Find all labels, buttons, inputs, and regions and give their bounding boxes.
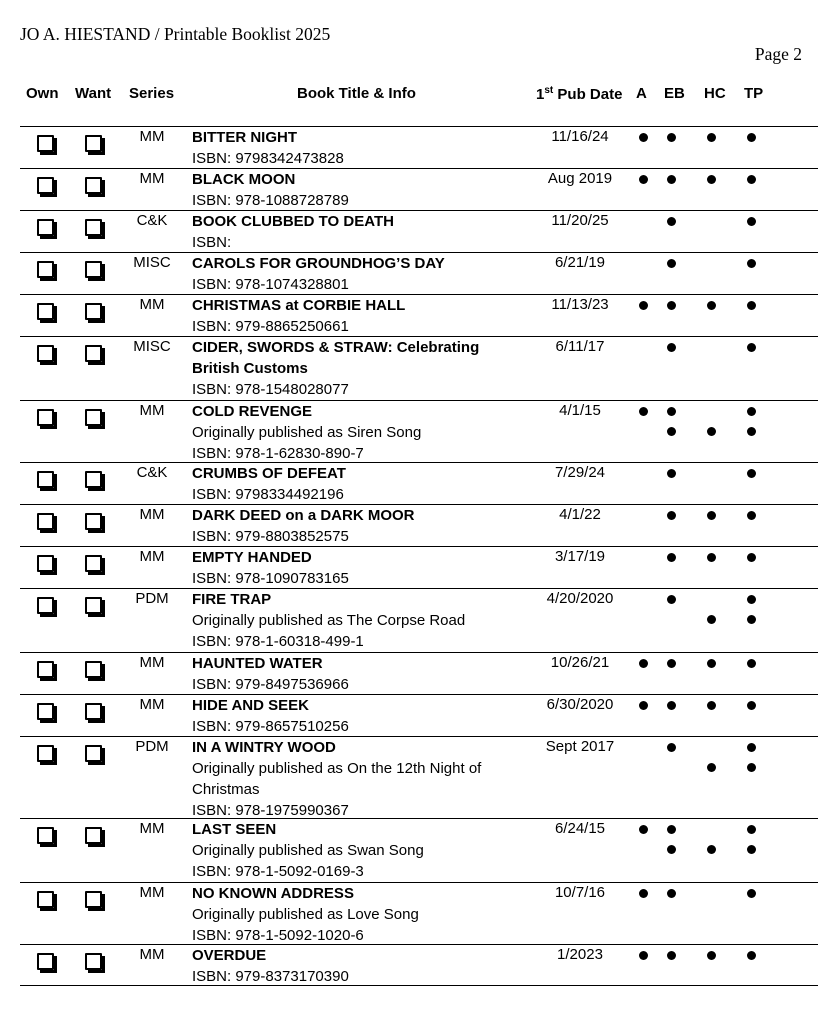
pub-date: 6/11/17	[555, 338, 605, 355]
format-dot-eb	[667, 133, 676, 142]
book-title: BOOK CLUBBED TO DEATH	[192, 213, 394, 230]
col-own: Own	[26, 85, 59, 102]
col-series: Series	[129, 85, 175, 102]
format-dot-tp	[747, 427, 756, 436]
book-title: HAUNTED WATER	[192, 655, 323, 672]
book-title: HIDE AND SEEK	[192, 697, 309, 714]
format-dot-eb	[667, 469, 676, 478]
format-dot-hc	[707, 553, 716, 562]
own-checkbox[interactable]	[37, 303, 54, 320]
book-row	[20, 168, 818, 210]
book-info	[192, 589, 522, 652]
format-dot-eb	[667, 511, 676, 520]
book-info	[192, 401, 522, 464]
col-want: Want	[75, 85, 112, 102]
pub-date: 3/17/19	[554, 548, 606, 565]
format-dot-tp	[747, 511, 756, 520]
book-note: Originally published as Swan Song	[192, 842, 424, 859]
format-dot-eb	[667, 301, 676, 310]
format-dot-eb	[667, 701, 676, 710]
book-row	[20, 336, 818, 400]
series-code: MM	[139, 128, 165, 145]
own-checkbox[interactable]	[37, 261, 54, 278]
book-row	[20, 818, 818, 882]
own-checkbox[interactable]	[37, 345, 54, 362]
book-row	[20, 652, 818, 694]
format-dot-tp	[747, 763, 756, 772]
book-isbn: ISBN: 9798342473828	[192, 150, 344, 167]
pub-date: 7/29/24	[554, 464, 606, 481]
want-checkbox[interactable]	[85, 953, 102, 970]
book-title: NO KNOWN ADDRESS	[192, 885, 354, 902]
book-isbn: ISBN: 979-8657510256	[192, 718, 349, 735]
format-dot-hc	[707, 511, 716, 520]
book-info	[192, 253, 522, 295]
book-isbn: ISBN: 979-8865250661	[192, 318, 349, 335]
book-title: EMPTY HANDED	[192, 549, 312, 566]
own-checkbox[interactable]	[37, 219, 54, 236]
format-dot-a	[639, 701, 648, 710]
own-checkbox[interactable]	[37, 661, 54, 678]
book-isbn: ISBN: 9798334492196	[192, 486, 344, 503]
book-info	[192, 127, 522, 169]
pub-date: 11/20/25	[551, 212, 609, 229]
pub-date: 6/24/15	[554, 820, 606, 837]
series-code: MM	[139, 170, 165, 187]
format-dot-eb	[667, 217, 676, 226]
format-dot-tp	[747, 889, 756, 898]
want-checkbox[interactable]	[85, 891, 102, 908]
book-isbn: ISBN: 978-1074328801	[192, 276, 349, 293]
format-dot-eb	[667, 743, 676, 752]
own-checkbox[interactable]	[37, 597, 54, 614]
format-dot-tp	[747, 553, 756, 562]
book-row	[20, 252, 818, 294]
document-header: JO A. HIESTAND / Printable Booklist 2025	[20, 24, 331, 44]
format-dot-tp	[747, 659, 756, 668]
pub-date: 1/2023	[557, 946, 603, 963]
format-dot-hc	[707, 845, 716, 854]
format-dot-eb	[667, 427, 676, 436]
format-dot-eb	[667, 889, 676, 898]
book-info	[192, 695, 522, 737]
book-isbn: ISBN: 978-1-5092-1020-6	[192, 927, 364, 944]
pub-date: 11/16/24	[551, 128, 609, 145]
format-dot-eb	[667, 259, 676, 268]
col-a: A	[636, 85, 647, 102]
format-dot-hc	[707, 133, 716, 142]
format-dot-tp	[747, 701, 756, 710]
want-checkbox[interactable]	[85, 261, 102, 278]
book-info	[192, 945, 522, 987]
own-checkbox[interactable]	[37, 513, 54, 530]
format-dot-hc	[707, 951, 716, 960]
book-title: DARK DEED on a DARK MOOR	[192, 507, 415, 524]
pub-date: Sept 2017	[545, 738, 615, 755]
format-dot-tp	[747, 743, 756, 752]
book-title: BITTER NIGHT	[192, 129, 297, 146]
book-info	[192, 295, 522, 337]
book-isbn: ISBN: 979-8497536966	[192, 676, 349, 693]
format-dot-a	[639, 889, 648, 898]
book-title: CHRISTMAS at CORBIE HALL	[192, 297, 406, 314]
book-title: CAROLS FOR GROUNDHOG’S DAY	[192, 255, 445, 272]
want-checkbox[interactable]	[85, 661, 102, 678]
want-checkbox[interactable]	[85, 303, 102, 320]
book-info	[192, 547, 522, 589]
book-isbn: ISBN: 979-8373170390	[192, 968, 349, 985]
book-info	[192, 883, 522, 946]
series-code: C&K	[136, 212, 168, 229]
book-isbn: ISBN: 978-1975990367	[192, 802, 349, 819]
want-checkbox[interactable]	[85, 345, 102, 362]
want-checkbox[interactable]	[85, 555, 102, 572]
book-info	[192, 819, 522, 882]
want-checkbox[interactable]	[85, 703, 102, 720]
book-info	[192, 737, 522, 821]
book-title: CIDER, SWORDS & STRAW: Celebrating British Customs	[192, 339, 480, 377]
format-dot-eb	[667, 951, 676, 960]
own-checkbox[interactable]	[37, 471, 54, 488]
format-dot-hc	[707, 659, 716, 668]
series-code: MISC	[133, 338, 171, 355]
col-pub-date: 1st Pub Date	[536, 85, 623, 103]
book-isbn: ISBN: 978-1-62830-890-7	[192, 445, 364, 462]
format-dot-eb	[667, 595, 676, 604]
format-dot-tp	[747, 175, 756, 184]
format-dot-eb	[667, 343, 676, 352]
format-dot-hc	[707, 175, 716, 184]
own-checkbox[interactable]	[37, 745, 54, 762]
book-row	[20, 210, 818, 252]
own-checkbox[interactable]	[37, 891, 54, 908]
book-note: Originally published as The Corpse Road	[192, 612, 466, 629]
want-checkbox[interactable]	[85, 827, 102, 844]
own-checkbox[interactable]	[37, 953, 54, 970]
format-dot-hc	[707, 615, 716, 624]
book-note: Originally published as On the 12th Night of Christmas	[192, 760, 482, 798]
series-code: PDM	[135, 590, 169, 607]
series-code: MISC	[133, 254, 171, 271]
series-code: MM	[139, 696, 165, 713]
format-dot-hc	[707, 427, 716, 436]
format-dot-eb	[667, 553, 676, 562]
format-dot-tp	[747, 217, 756, 226]
book-row	[20, 736, 818, 818]
format-dot-tp	[747, 343, 756, 352]
format-dot-hc	[707, 701, 716, 710]
book-title: BLACK MOON	[192, 171, 296, 188]
format-dot-a	[639, 825, 648, 834]
book-title: COLD REVENGE	[192, 403, 313, 420]
format-dot-tp	[747, 407, 756, 416]
series-code: MM	[139, 946, 165, 963]
want-checkbox[interactable]	[85, 471, 102, 488]
book-isbn: ISBN: 978-1090783165	[192, 570, 349, 587]
book-info	[192, 211, 522, 253]
book-info	[192, 463, 522, 505]
want-checkbox[interactable]	[85, 409, 102, 426]
book-note: Originally published as Love Song	[192, 906, 419, 923]
series-code: MM	[139, 296, 165, 313]
format-dot-tp	[747, 469, 756, 478]
want-checkbox[interactable]	[85, 513, 102, 530]
book-row	[20, 462, 818, 504]
pub-date: 6/30/2020	[546, 696, 614, 713]
series-code: MM	[139, 884, 165, 901]
own-checkbox[interactable]	[37, 703, 54, 720]
series-code: MM	[139, 548, 165, 565]
pub-date: 10/7/16	[554, 884, 606, 901]
format-dot-a	[639, 951, 648, 960]
pub-date: 6/21/19	[554, 254, 606, 271]
series-code: MM	[139, 402, 165, 419]
book-isbn: ISBN: 978-1548028077	[192, 381, 349, 398]
book-info	[192, 337, 522, 400]
format-dot-eb	[667, 845, 676, 854]
pub-date: Aug 2019	[547, 170, 613, 187]
own-checkbox[interactable]	[37, 827, 54, 844]
book-isbn: ISBN: 978-1-60318-499-1	[192, 633, 364, 650]
format-dot-a	[639, 175, 648, 184]
page-number: Page 2	[754, 44, 802, 64]
format-dot-tp	[747, 825, 756, 834]
format-dot-a	[639, 133, 648, 142]
format-dot-tp	[747, 615, 756, 624]
book-title: CRUMBS OF DEFEAT	[192, 465, 346, 482]
series-code: MM	[139, 654, 165, 671]
format-dot-tp	[747, 845, 756, 854]
format-dot-tp	[747, 595, 756, 604]
format-dot-hc	[707, 301, 716, 310]
own-checkbox[interactable]	[37, 177, 54, 194]
own-checkbox[interactable]	[37, 135, 54, 152]
book-row	[20, 882, 818, 944]
format-dot-a	[639, 301, 648, 310]
col-eb: EB	[664, 85, 685, 102]
book-title: IN A WINTRY WOOD	[192, 739, 336, 756]
book-isbn: ISBN: 978-1-5092-0169-3	[192, 863, 364, 880]
col-title: Book Title & Info	[297, 85, 416, 102]
format-dot-eb	[667, 407, 676, 416]
book-info	[192, 653, 522, 695]
book-isbn: ISBN:	[192, 234, 232, 251]
pub-date: 4/1/22	[559, 506, 601, 523]
pub-date: 11/13/23	[551, 296, 609, 313]
book-isbn: ISBN: 978-1088728789	[192, 192, 349, 209]
format-dot-tp	[747, 951, 756, 960]
col-hc: HC	[704, 85, 726, 102]
book-info	[192, 169, 522, 211]
book-row	[20, 944, 818, 986]
series-code: C&K	[136, 464, 168, 481]
series-code: MM	[139, 506, 165, 523]
want-checkbox[interactable]	[85, 177, 102, 194]
book-title: OVERDUE	[192, 947, 267, 964]
book-title: LAST SEEN	[192, 821, 277, 838]
format-dot-tp	[747, 259, 756, 268]
series-code: MM	[139, 820, 165, 837]
col-tp: TP	[744, 85, 764, 102]
format-dot-eb	[667, 659, 676, 668]
book-row	[20, 294, 818, 336]
want-checkbox[interactable]	[85, 597, 102, 614]
book-isbn: ISBN: 979-8803852575	[192, 528, 349, 545]
own-checkbox[interactable]	[37, 409, 54, 426]
want-checkbox[interactable]	[85, 745, 102, 762]
format-dot-hc	[707, 763, 716, 772]
pub-date: 4/1/15	[559, 402, 601, 419]
own-checkbox[interactable]	[37, 555, 54, 572]
format-dot-tp	[747, 301, 756, 310]
pub-date: 4/20/2020	[546, 590, 614, 607]
book-title: FIRE TRAP	[192, 591, 272, 608]
book-row	[20, 546, 818, 588]
pub-date: 10/26/21	[550, 654, 610, 671]
want-checkbox[interactable]	[85, 219, 102, 236]
series-code: PDM	[135, 738, 169, 755]
format-dot-a	[639, 659, 648, 668]
book-note: Originally published as Siren Song	[192, 424, 422, 441]
format-dot-eb	[667, 825, 676, 834]
book-row	[20, 126, 818, 168]
book-row	[20, 588, 818, 652]
book-info	[192, 505, 522, 547]
book-row	[20, 504, 818, 546]
book-row	[20, 400, 818, 462]
book-row	[20, 694, 818, 736]
format-dot-a	[639, 407, 648, 416]
format-dot-eb	[667, 175, 676, 184]
want-checkbox[interactable]	[85, 135, 102, 152]
format-dot-tp	[747, 133, 756, 142]
